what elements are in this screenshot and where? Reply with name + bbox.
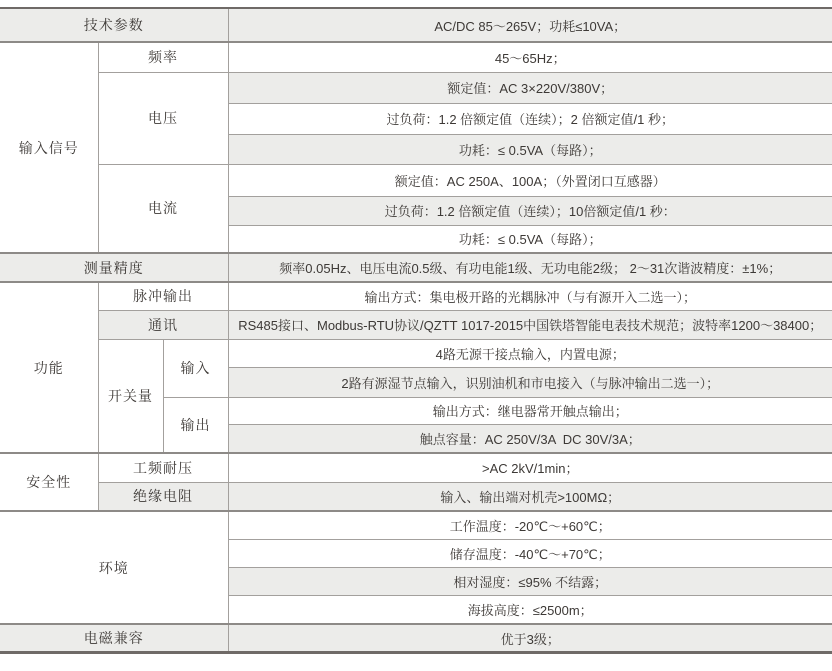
cell-environment-label: 环境 bbox=[0, 511, 228, 624]
table-row bbox=[0, 310, 832, 339]
cell-aux-power-value: AC/DC 85～265V；功耗≤10VA； bbox=[228, 9, 832, 42]
cell-storage-temp-value: 储存温度：-40℃～+70℃； bbox=[228, 539, 832, 567]
cell-emc-value: 优于3级； bbox=[228, 624, 832, 651]
cell-current-rated-value: 额定值：AC 250A、100A；（外置闭口互感器） bbox=[228, 164, 832, 196]
cell-withstand-label: 工频耐压 bbox=[98, 453, 228, 482]
cell-insulation-label: 绝缘电阻 bbox=[98, 482, 228, 511]
table-row bbox=[0, 339, 832, 367]
cell-current-overload-value: 过负荷：1.2 倍额定值（连续）；10倍额定值/1 秒： bbox=[228, 196, 832, 225]
cell-switch-in-label: 输入 bbox=[163, 339, 228, 397]
cell-tech-params-label: 技术参数 bbox=[0, 9, 228, 42]
table-row bbox=[0, 42, 832, 72]
cell-work-temp-value: 工作温度：-20℃～+60℃； bbox=[228, 511, 832, 539]
spec-table-wrapper bbox=[0, 7, 832, 654]
cell-frequency-label: 频率 bbox=[98, 42, 228, 72]
cell-voltage-power-value: 功耗：≤ 0.5VA（每路）； bbox=[228, 134, 832, 164]
cell-voltage-label: 电压 bbox=[98, 72, 228, 164]
table-row bbox=[0, 9, 832, 42]
cell-accuracy-value: 频率0.05Hz、电压电流0.5级、有功电能1级、无功电能2级； 2～31次谐波精度：±1%； bbox=[228, 253, 832, 282]
table-row bbox=[0, 282, 832, 310]
cell-voltage-rated-value: 额定值：AC 3×220V/380V； bbox=[228, 72, 832, 103]
table-row bbox=[0, 72, 832, 103]
cell-withstand-value: >AC 2kV/1min； bbox=[228, 453, 832, 482]
cell-di-wet-value: 2路有源湿节点输入，识别油机和市电接入（与脉冲输出二选一）； bbox=[228, 367, 832, 397]
cell-safety-label: 安全性 bbox=[0, 453, 98, 511]
cell-emc-label: 电磁兼容 bbox=[0, 624, 228, 651]
cell-accuracy-label: 测量精度 bbox=[0, 253, 228, 282]
cell-frequency-range-value: 45～65Hz； bbox=[228, 42, 832, 72]
cell-function-label: 功能 bbox=[0, 282, 98, 453]
cell-do-capacity-value: 触点容量：AC 250V/3A DC 30V/3A； bbox=[228, 424, 832, 453]
cell-insulation-value: 输入、输出端对机壳>100MΩ； bbox=[228, 482, 832, 511]
table-row bbox=[0, 453, 832, 482]
cell-switch-io-label: 开关量 bbox=[98, 339, 163, 453]
spec-table bbox=[0, 9, 832, 651]
table-row bbox=[0, 624, 832, 651]
cell-input-signal-label: 输入信号 bbox=[0, 42, 98, 253]
cell-humidity-value: 相对湿度：≤95% 不结露； bbox=[228, 567, 832, 595]
table-row bbox=[0, 253, 832, 282]
cell-pulse-output-label: 脉冲输出 bbox=[98, 282, 228, 310]
cell-di-dry-value: 4路无源干接点输入，内置电源； bbox=[228, 339, 832, 367]
cell-altitude-value: 海拔高度：≤2500m； bbox=[228, 595, 832, 624]
cell-do-mode-value: 输出方式：继电器常开触点输出； bbox=[228, 397, 832, 424]
cell-pulse-mode-value: 输出方式：集电极开路的光耦脉冲（与有源开入二选一）； bbox=[228, 282, 832, 310]
cell-current-label: 电流 bbox=[98, 164, 228, 253]
cell-current-power-value: 功耗：≤ 0.5VA（每路）； bbox=[228, 225, 832, 253]
table-row bbox=[0, 482, 832, 511]
table-row bbox=[0, 511, 832, 539]
cell-voltage-overload-value: 过负荷：1.2 倍额定值（连续）；2 倍额定值/1 秒； bbox=[228, 103, 832, 134]
cell-switch-out-label: 输出 bbox=[163, 397, 228, 453]
cell-comm-label: 通讯 bbox=[98, 310, 228, 339]
table-row bbox=[0, 164, 832, 196]
cell-comm-value: RS485接口、Modbus-RTU协议/QZTT 1017-2015中国铁塔智能电表技术规范；波特率1200～38400； bbox=[228, 310, 832, 339]
